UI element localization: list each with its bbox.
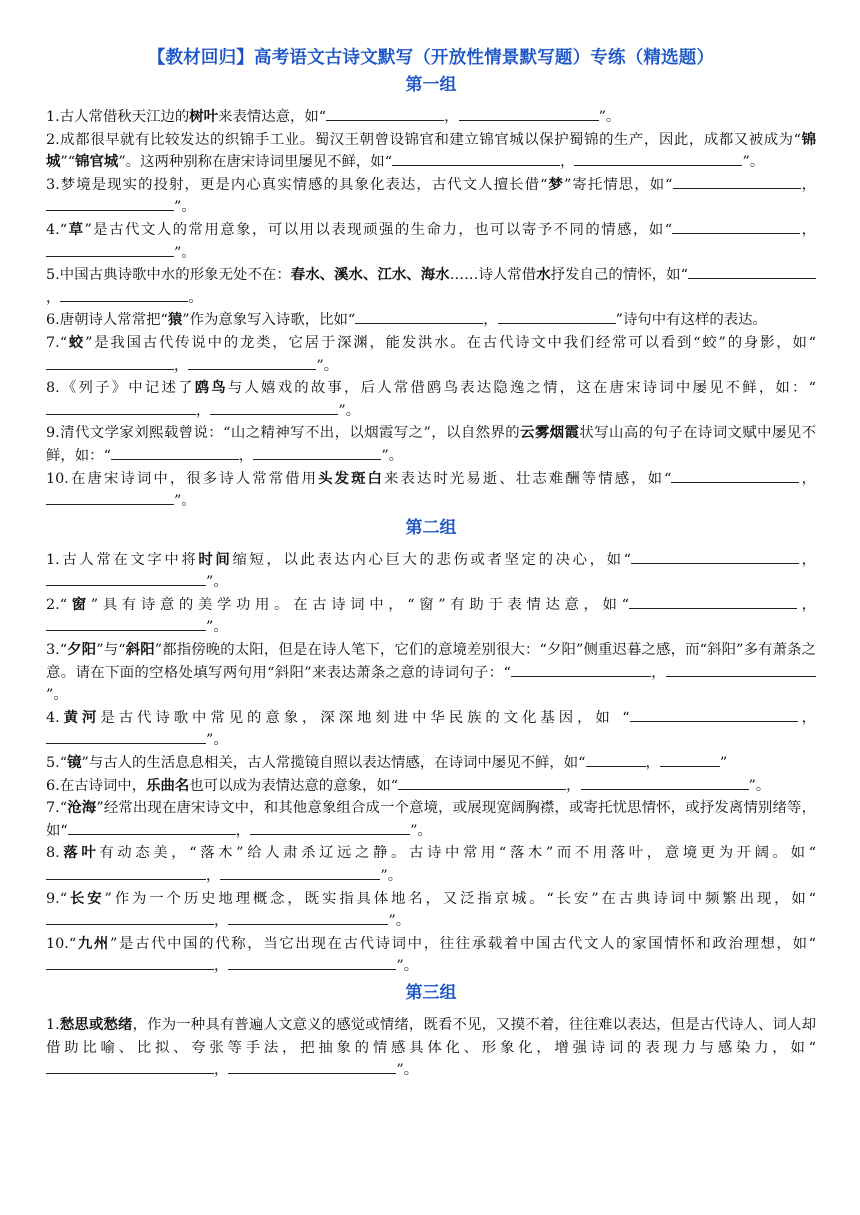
answer-blank[interactable] — [673, 174, 801, 189]
answer-blank[interactable] — [46, 490, 174, 505]
question-item: 10.在唐宋诗词中，很多诗人常常借用头发斑白来表达时光易逝、壮志难酬等情感，如“ ，”。 — [46, 469, 816, 510]
question-item: 3.梦境是现实的投射，更是内心真实情感的具象化表达，古代文人擅长借“梦”寄托情思，如“ ，”。 — [46, 175, 816, 216]
question-item: 8.《列子》中记述了鸥鸟与人嬉戏的故事，后人常借鸥鸟表达隐逸之情，这在唐宋诗词中屡见不鲜，如：“， ”。 — [46, 379, 816, 419]
question-item: 4.黄河是古代诗歌中常见的意象，深深地刻进中华民族的文化基因，如 “ ，”。 — [46, 708, 816, 749]
answer-blank[interactable] — [459, 106, 599, 121]
answer-blank[interactable] — [666, 662, 816, 677]
answer-blank[interactable] — [586, 752, 646, 767]
answer-blank[interactable] — [46, 355, 174, 370]
answer-blank[interactable] — [46, 400, 196, 415]
question-item: 3.“夕阳”与“斜阳”都指傍晚的太阳，但是在诗人笔下，它们的意境差别很大：“夕阳”侧重迟暮之感，而“斜阳”多有萧条之意。请在下面的空格处填写两句用“斜阳”来表达萧条之意的诗词句子：“ ，”。 — [46, 641, 816, 704]
question-item: 7.“沧海”经常出现在唐宋诗文中，和其他意象组合成一个意境，或展现宽阔胸襟，或寄托忧思情怀，或抒发离情别绪等，如“ ， ”。 — [46, 799, 816, 839]
answer-blank[interactable] — [630, 707, 798, 722]
answer-blank[interactable] — [660, 752, 720, 767]
question-item: 8.落叶有动态美，“落木”给人肃杀辽远之静。古诗中常用“落木”而不用落叶，意境更为开阔。如“， ”。 — [46, 844, 816, 884]
question-item: 5.“镜”与古人的生活息息相关，古人常揽镜自照以表达情感，在诗词中屡见不鲜，如“ ， ” — [46, 754, 728, 772]
answer-blank[interactable] — [498, 309, 616, 324]
answer-blank[interactable] — [228, 910, 388, 925]
question-item: 1.愁思或愁绪，作为一种具有普遍人文意义的感觉或情绪，既看不见，又摸不着，往往难以表达，但是古代诗人、词人却借助比喻、比拟、夸张等手法，把抽象的情感具体化、形象化，增强诗词的表现力与感染力，如“， ”。 — [46, 1015, 816, 1079]
question-item: 1.古人常借秋天江边的树叶来表情达意，如“ ， ”。 — [46, 108, 621, 125]
answer-blank[interactable] — [46, 242, 174, 257]
answer-blank[interactable] — [220, 865, 380, 880]
answer-blank[interactable] — [574, 151, 742, 166]
answer-blank[interactable] — [68, 820, 236, 835]
question-item: 4.“草”是古代文人的常用意象，可以用以表现顽强的生命力，也可以寄予不同的情感，如“ ，”。 — [46, 220, 816, 261]
answer-blank[interactable] — [228, 1059, 396, 1074]
question-item: 6.在古诗词中，乐曲名也可以成为表情达意的意象，如“ ， ”。 — [46, 776, 771, 794]
answer-blank[interactable] — [250, 820, 410, 835]
question-item: 9.清代文学家刘熙载曾说：“山之精神写不出，以烟霞写之”，以自然界的云雾烟霞状写山高的句子在诗词文赋中屡见不鲜，如：“ ， ”。 — [46, 424, 816, 464]
answer-blank[interactable] — [210, 400, 338, 415]
question-item: 6.唐朝诗人常常把“猿”作为意象写入诗歌，比如“ ， ”诗句中有这样的表达。 — [46, 311, 767, 329]
answer-blank[interactable] — [672, 219, 800, 234]
answer-blank[interactable] — [355, 309, 483, 324]
answer-blank[interactable] — [228, 955, 396, 970]
answer-blank[interactable] — [46, 616, 206, 631]
answer-blank[interactable] — [46, 196, 174, 211]
question-item: 1.古人常在文字中将时间缩短，以此表达内心巨大的悲伤或者坚定的决心，如“ ，”。 — [46, 550, 816, 591]
answer-blank[interactable] — [253, 445, 381, 460]
answer-blank[interactable] — [60, 287, 188, 302]
answer-blank[interactable] — [46, 1059, 214, 1074]
question-item: 2.“窗”具有诗意的美学功用。在古诗词中，“窗”有助于表情达意，如“ ，”。 — [46, 595, 816, 636]
group-heading: 第二组 — [405, 517, 457, 538]
question-item: 10.“九州”是古代中国的代称，当它出现在古代诗词中，往往承载着中国古代文人的家国情怀和政治理想，如“， ”。 — [46, 934, 816, 975]
answer-blank[interactable] — [671, 468, 799, 483]
document-title: 【教材回归】高考语文古诗文默写（开放性情景默写题）专练（精选题） — [147, 48, 715, 68]
answer-blank[interactable] — [631, 549, 799, 564]
answer-blank[interactable] — [511, 662, 651, 677]
group-heading: 第三组 — [405, 982, 457, 1003]
answer-blank[interactable] — [46, 865, 206, 880]
answer-blank[interactable] — [188, 355, 316, 370]
answer-blank[interactable] — [46, 910, 214, 925]
answer-blank[interactable] — [46, 729, 206, 744]
question-item: 7.“蛟”是我国古代传说中的龙类，它居于深渊，能发洪水。在古代诗文中我们经常可以看到“蛟”的身影，如“， ”。 — [46, 333, 816, 374]
answer-blank[interactable] — [392, 151, 560, 166]
question-item: 2.成都很早就有比较发达的织锦手工业。蜀汉王朝曾设锦官和建立锦官城以保护蜀锦的生产，因此，成都又被成为“锦城”“锦官城”。这两种别称在唐宋诗词里屡见不鲜，如“ ， ”。 — [46, 130, 816, 171]
question-item: 5.中国古典诗歌中水的形象无处不在：春水、溪水、江水、海水……诗人常借水抒发自己的情怀，如“， 。 — [46, 264, 816, 309]
answer-blank[interactable] — [326, 106, 444, 121]
question-item: 9.“长安”作为一个历史地理概念，既实指具体地名，又泛指京城。“长安”在古典诗词中频繁出现，如“， ”。 — [46, 889, 816, 930]
answer-blank[interactable] — [629, 594, 797, 609]
answer-blank[interactable] — [111, 445, 239, 460]
answer-blank[interactable] — [581, 775, 749, 790]
group-heading: 第一组 — [405, 75, 457, 95]
answer-blank[interactable] — [46, 955, 214, 970]
answer-blank[interactable] — [398, 775, 566, 790]
answer-blank[interactable] — [688, 264, 816, 279]
answer-blank[interactable] — [46, 571, 206, 586]
